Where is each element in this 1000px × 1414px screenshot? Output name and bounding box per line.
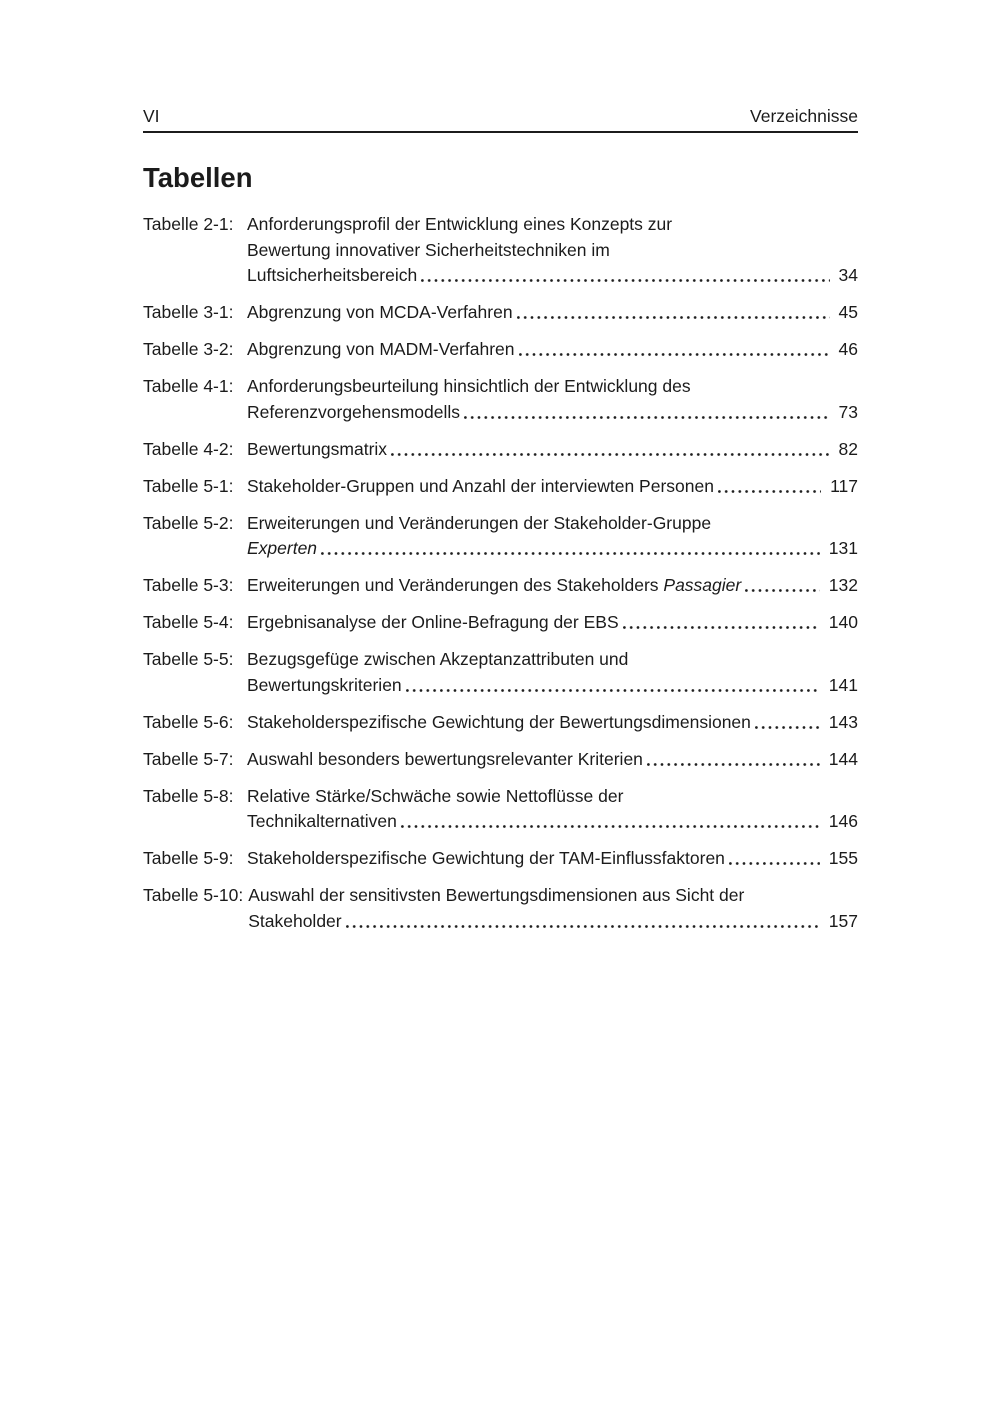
- toc-entry: [143, 883, 858, 934]
- toc-entry-final-line: [247, 710, 858, 736]
- toc-page-number: 117: [830, 475, 858, 496]
- toc-entry-final-line: [247, 747, 858, 773]
- toc-page-number: 34: [838, 265, 858, 285]
- toc-entry-label: Tabelle 5-6:: [143, 711, 234, 732]
- toc-entry: [143, 374, 858, 425]
- toc-dot-leader: [725, 846, 822, 872]
- header-section-label: Verzeichnisse: [750, 106, 858, 126]
- toc-page-number: 73: [838, 401, 858, 422]
- toc-entry-line: Anforderungsbeurteilung hinsichtlich der Entwicklung des: [247, 376, 691, 396]
- toc-entry-label: Tabelle 3-2:: [143, 339, 234, 359]
- toc-entry-label: Tabelle 4-2:: [143, 438, 234, 459]
- toc-entry-text: Technikalternativen: [247, 811, 397, 831]
- toc-entry-text: Erweiterungen und Veränderungen des Stakeholders: [247, 575, 664, 595]
- toc-entry-label: Tabelle 5-4:: [143, 612, 234, 632]
- toc-dot-leader: [741, 573, 822, 599]
- toc-page-number: 132: [828, 575, 858, 595]
- toc-page-number: 143: [828, 711, 858, 732]
- toc-entry: [143, 337, 858, 363]
- toc-entry-text: Stakeholderspezifische Gewichtung der Bewertungsdimensionen: [247, 711, 751, 732]
- toc-entry-label: Tabelle 5-2:: [143, 512, 234, 533]
- toc-entry: [143, 710, 858, 736]
- toc-entry-text: Abgrenzung von MCDA-Verfahren: [247, 302, 513, 322]
- toc-dot-leader: [317, 536, 822, 562]
- page-number-roman: VI: [143, 106, 160, 126]
- toc-entry-italic-text: Experten: [247, 538, 318, 558]
- toc-entry: [143, 846, 858, 872]
- toc-dot-leader: [513, 300, 832, 326]
- toc-dot-leader: [714, 474, 823, 500]
- toc-entry-label: Tabelle 5-8:: [143, 785, 234, 806]
- toc-entry: [143, 647, 858, 698]
- toc-entry-final-line: [247, 673, 858, 699]
- toc-entry-final-line: [247, 300, 858, 326]
- toc-entry-final-line: [247, 573, 858, 599]
- page-title: Tabellen: [143, 162, 253, 193]
- toc-page-number: 140: [828, 612, 858, 632]
- toc-dot-leader: [619, 610, 822, 636]
- toc-dot-leader: [751, 710, 822, 736]
- toc-entry-text: Bewertungsmatrix: [247, 438, 388, 459]
- toc-entry-text: Luftsicherheitsbereich: [247, 265, 418, 285]
- toc-page-number: 46: [838, 339, 858, 359]
- toc-page-number: 131: [828, 538, 858, 558]
- toc-entry-label: Tabelle 2-1:: [143, 214, 234, 234]
- toc-entry: [143, 212, 858, 289]
- toc-entry-text: Abgrenzung von MADM-Verfahren: [247, 339, 515, 359]
- toc-entry-line: Bezugsgefüge zwischen Akzeptanzattributen und: [247, 649, 629, 669]
- toc-entry: [143, 573, 858, 599]
- toc-entry-final-line: [248, 909, 858, 935]
- toc-entry-label: Tabelle 4-1:: [143, 376, 234, 396]
- toc-entry-label: Tabelle 5-10:: [143, 885, 244, 905]
- toc-entry-label: Tabelle 5-5:: [143, 649, 234, 669]
- toc-entry-label: Tabelle 5-1:: [143, 475, 234, 496]
- toc-dot-leader: [460, 400, 831, 426]
- toc-entry-line: Auswahl der sensitivsten Bewertungsdimensionen aus Sicht der: [248, 885, 745, 905]
- toc-page-number: 146: [828, 811, 858, 831]
- toc-entry: [143, 511, 858, 562]
- toc-entry-label: Tabelle 5-3:: [143, 575, 234, 595]
- toc-entry-final-line: [247, 536, 858, 562]
- toc-dot-leader: [402, 673, 822, 699]
- toc-entry-label: Tabelle 5-9:: [143, 848, 234, 868]
- page-header: [143, 104, 858, 133]
- toc-entry-text: Stakeholderspezifische Gewichtung der TAM-Einflussfaktoren: [247, 848, 725, 868]
- toc-page-number: 144: [828, 748, 858, 769]
- toc-entry-line: Relative Stärke/Schwäche sowie Nettoflüsse der: [247, 785, 624, 806]
- toc-dot-leader: [515, 337, 832, 363]
- toc-entry-text: Auswahl besonders bewertungsrelevanter Kriterien: [247, 748, 643, 769]
- toc-entry: [143, 610, 858, 636]
- toc-entry-final-line: [247, 474, 858, 500]
- toc-entry-text: Bewertungskriterien: [247, 674, 402, 695]
- toc-entry: [143, 747, 858, 773]
- toc-entry-text: Ergebnisanalyse der Online-Befragung der EBS: [247, 612, 619, 632]
- toc-dot-leader: [643, 747, 822, 773]
- toc-dot-leader: [417, 263, 831, 289]
- toc-entry-line: Erweiterungen und Veränderungen der Stakeholder-Gruppe: [247, 512, 712, 533]
- toc-page-number: 141: [828, 674, 858, 695]
- toc-entry: [143, 474, 858, 500]
- toc-page-number: 155: [828, 848, 858, 868]
- toc-entry-final-line: [247, 400, 858, 426]
- toc-entry-label: Tabelle 3-1:: [143, 302, 234, 322]
- toc-entry-line: Bewertung innovativer Sicherheitstechniken im: [247, 239, 610, 260]
- toc-list: [143, 212, 858, 946]
- toc-dot-leader: [342, 909, 822, 935]
- toc-page-number: 157: [828, 910, 858, 931]
- toc-entry-final-line: [247, 809, 858, 835]
- toc-entry-final-line: [247, 610, 858, 636]
- toc-entry-final-line: [247, 846, 858, 872]
- toc-entry-text: Stakeholder: [248, 910, 342, 931]
- toc-entry-text: Referenzvorgehensmodells: [247, 401, 461, 422]
- toc-entry-line: Anforderungsprofil der Entwicklung eines Konzepts zur: [247, 214, 673, 234]
- toc-entry: [143, 784, 858, 835]
- toc-entry-text: Stakeholder-Gruppen und Anzahl der interviewten Personen: [247, 475, 714, 496]
- toc-entry-final-line: [247, 437, 858, 463]
- toc-entry: [143, 437, 858, 463]
- toc-entry-label: Tabelle 5-7:: [143, 748, 234, 769]
- toc-page-number: 82: [838, 438, 858, 459]
- toc-dot-leader: [387, 437, 831, 463]
- toc-entry-final-line: [247, 337, 858, 363]
- toc-page-number: 45: [838, 302, 858, 322]
- toc-entry: [143, 300, 858, 326]
- toc-dot-leader: [397, 809, 822, 835]
- toc-entry-final-line: [247, 263, 858, 289]
- toc-entry-italic-text: Passagier: [663, 575, 742, 595]
